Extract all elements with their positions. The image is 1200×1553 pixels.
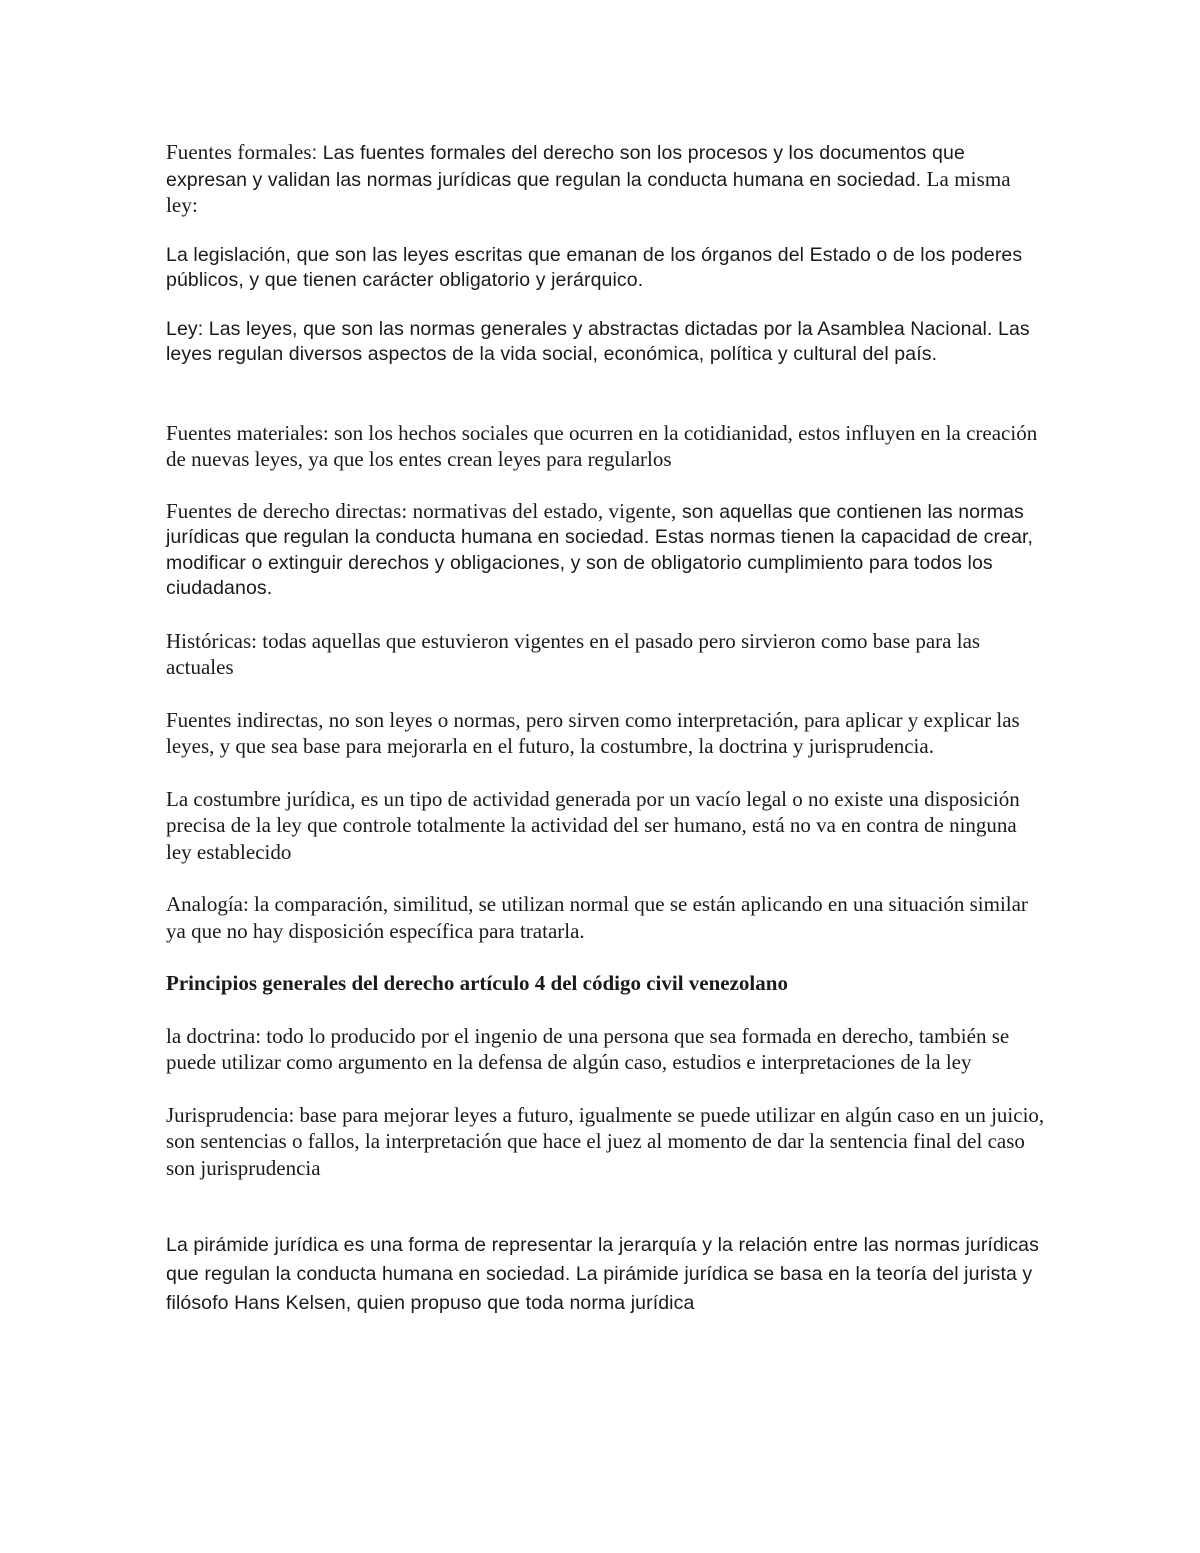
paragraph-fuentes-formales: [166, 140, 1046, 220]
fuentes-formales-label: Fuentes formales: [166, 140, 312, 164]
fuentes-directas-lead: Fuentes de derecho directas: normativas del estado, vigente,: [166, 498, 677, 523]
paragraph-fuentes-indirectas: Fuentes indirectas, no son leyes o normas, pero sirven como interpretación, para aplicar y explicar las leyes, y que sea base para mejorarla en el futuro, la costumbre, la doctrina y jurisprudencia.: [166, 707, 1020, 758]
paragraph-costumbre-juridica: La costumbre jurídica, es un tipo de actividad generada por un vacío legal o no existe una disposición precisa de la ley que controle totalmente la actividad del ser humano, está no va en contra de ninguna ley establecido: [166, 786, 1020, 864]
paragraph-fuentes-materiales: Fuentes materiales: son los hechos sociales que ocurren en la cotidianidad, estos influyen en la creación de nuevas leyes, ya que los entes crean leyes para regularlos: [166, 420, 1038, 471]
paragraph-legislacion: La legislación, que son las leyes escritas que emanan de los órganos del Estado o de los poderes públicos, y que tienen carácter obligatorio y jerárquico.: [166, 243, 1023, 291]
fuentes-directas-text: son aquellas que contienen las normas jurídicas que regulan la conducta humana en sociedad. Estas normas tienen la capacidad de crear, modificar o extinguir derechos y obligaciones, y son de obligatorio cumplimiento para todos los ciudadanos.: [166, 500, 1034, 599]
document-body: [166, 140, 1046, 1318]
paragraph-doctrina: la doctrina: todo lo producido por el ingenio de una persona que sea formada en derecho, también se puede utilizar como argumento en la defensa de algún caso, estudios e interpretaciones de la ley: [166, 1023, 1010, 1074]
paragraph-analogia: Analogía: la comparación, similitud, se utilizan normal que se están aplicando en una situación similar ya que no hay disposición específica para tratarla.: [166, 892, 1028, 943]
fuentes-formales-tail: La misma ley:: [166, 166, 1011, 217]
section-heading-principios: Principios generales del derecho artículo 4 del código civil venezolano: [166, 971, 788, 995]
paragraph-jurisprudencia: Jurisprudencia: base para mejorar leyes a futuro, igualmente se puede utilizar en algún caso en un juicio, son sentencias o fallos, la interpretación que hace el juez al momento de dar la sentencia final del caso son jurisprudencia: [166, 1102, 1045, 1180]
paragraph-piramide-juridica: La pirámide jurídica es una forma de representar la jerarquía y la relación entre las normas jurídicas que regulan la conducta humana en sociedad. La pirámide jurídica se basa en la teoría del jurista y filósofo Hans Kelsen, quien propuso que toda norma jurídica: [166, 1234, 1039, 1314]
fuentes-formales-text: : Las fuentes formales del derecho son los procesos y los documentos que expresan y validan las normas jurídicas que regulan la conducta humana en sociedad.: [166, 142, 965, 191]
paragraph-historicas: Históricas: todas aquellas que estuvieron vigentes en el pasado pero sirvieron como base para las actuales: [166, 628, 981, 679]
paragraph-fuentes-directas: [166, 499, 1046, 602]
paragraph-ley: Ley: Las leyes, que son las normas generales y abstractas dictadas por la Asamblea Nacional. Las leyes regulan diversos aspectos de la vida social, económica, política y cultural del país.: [166, 317, 1030, 365]
